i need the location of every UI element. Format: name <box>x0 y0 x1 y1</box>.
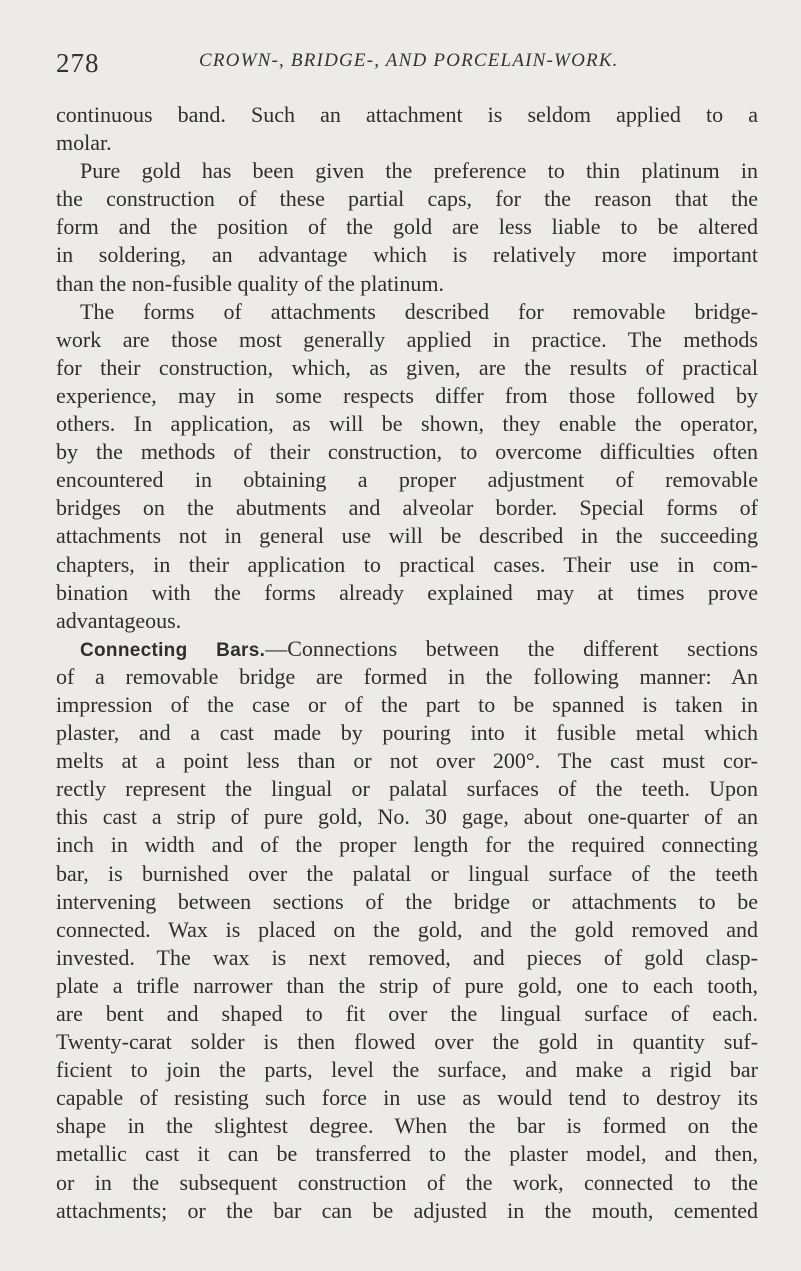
text-line: ficient to join the parts, level the surface, and make a rigid bar <box>56 1057 758 1083</box>
text-line: connected. Wax is placed on the gold, and the gold removed and <box>56 916 758 942</box>
running-title: CROWN-, BRIDGE-, AND PORCELAIN-WORK. <box>199 50 619 71</box>
section-heading: Connecting Bars. <box>80 639 266 661</box>
text-line: shape in the slightest degree. When the bar is formed on the <box>56 1113 758 1139</box>
text-line: melts at a point less than or not over 200°. The cast must cor- <box>56 748 758 774</box>
text-line: others. In application, as will be shown, they enable the operator, <box>56 411 758 437</box>
text-line: capable of resisting such force in use as would tend to destroy its <box>56 1085 758 1111</box>
text-line: in soldering, an advantage which is relatively more important <box>56 242 758 268</box>
running-head <box>56 46 756 86</box>
text-line: Pure gold has been given the preference to thin platinum in <box>80 158 758 184</box>
text-line: Twenty-carat solder is then flowed over the gold in quantity suf- <box>56 1029 758 1055</box>
text-line: attachments; or the bar can be adjusted in the mouth, cemented <box>56 1197 758 1223</box>
text-line: chapters, in their application to practical cases. Their use in com- <box>56 551 758 577</box>
text-line: advantageous. <box>56 607 182 633</box>
text-line: plate a trifle narrower than the strip of pure gold, one to each tooth, <box>56 972 758 998</box>
body-text <box>56 101 758 1225</box>
text-line: the construction of these partial caps, for the reason that the <box>56 186 758 212</box>
text-line: for their construction, which, as given, are the results of practical <box>56 354 758 380</box>
page-number: 278 <box>56 48 100 78</box>
text-line: bination with the forms already explained may at times prove <box>56 579 758 605</box>
text-line: The forms of attachments described for removable bridge- <box>80 298 758 324</box>
line-text: —Connections between the different sections <box>265 635 758 661</box>
text-line: impression of the case or of the part to be spanned is taken in <box>56 691 758 717</box>
text-line: inch in width and of the proper length for the required connecting <box>56 832 758 858</box>
text-line: work are those most generally applied in practice. The methods <box>56 326 758 352</box>
text-line: form and the position of the gold are less liable to be altered <box>56 214 758 240</box>
text-line: rectly represent the lingual or palatal surfaces of the teeth. Upon <box>56 776 758 802</box>
text-line: molar. <box>56 130 112 156</box>
text-line <box>56 635 758 663</box>
text-line: experience, may in some respects differ from those followed by <box>56 382 758 408</box>
text-line: than the non-fusible quality of the platinum. <box>56 270 444 296</box>
text-line: or in the subsequent construction of the work, connected to the <box>56 1169 758 1195</box>
text-line: metallic cast it can be transferred to the plaster model, and then, <box>56 1141 758 1167</box>
text-line: invested. The wax is next removed, and pieces of gold clasp- <box>56 944 758 970</box>
text-line: bridges on the abutments and alveolar border. Special forms of <box>56 495 758 521</box>
text-line: attachments not in general use will be described in the succeeding <box>56 523 758 549</box>
text-line: encountered in obtaining a proper adjustment of removable <box>56 467 758 493</box>
text-line: of a removable bridge are formed in the following manner: An <box>56 663 758 689</box>
text-line: continuous band. Such an attachment is seldom applied to a <box>56 102 758 127</box>
text-line: intervening between sections of the bridge or attachments to be <box>56 888 758 914</box>
text-line: bar, is burnished over the palatal or lingual surface of the teeth <box>56 860 758 886</box>
text-line: this cast a strip of pure gold, No. 30 gage, about one-quarter of an <box>56 804 758 830</box>
text-line: plaster, and a cast made by pouring into it fusible metal which <box>56 720 758 746</box>
text-line: by the methods of their construction, to overcome difficulties often <box>56 439 758 465</box>
text-line: are bent and shaped to fit over the lingual surface of each. <box>56 1001 758 1026</box>
